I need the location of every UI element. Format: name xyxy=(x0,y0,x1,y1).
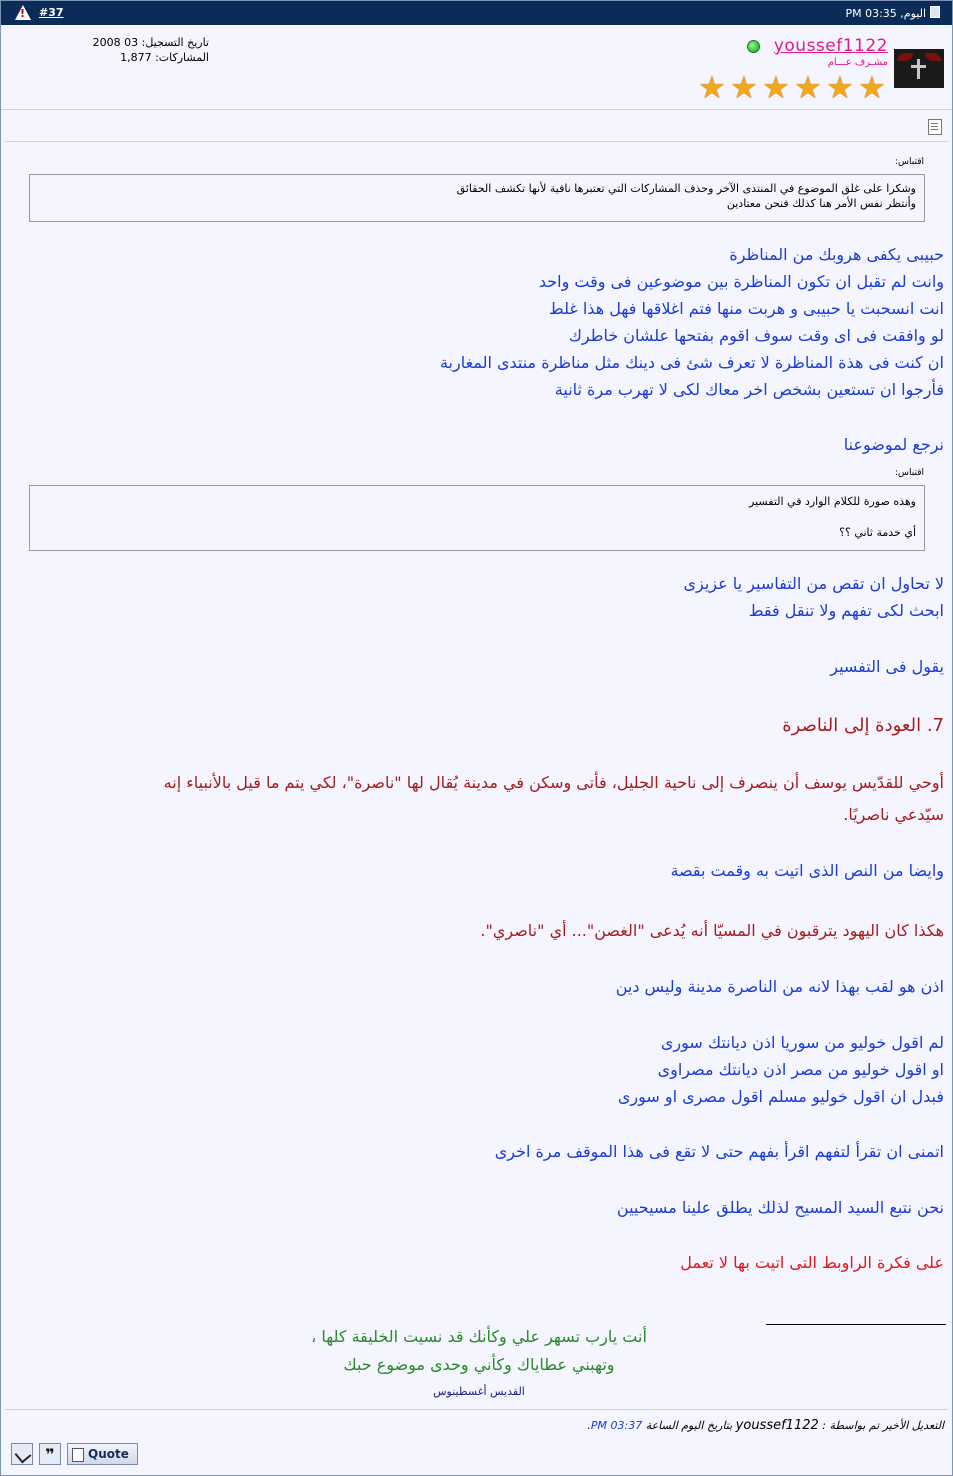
avatar-cross-bar xyxy=(911,65,926,68)
last-edit-note: التعديل الأخير تم بواسطة : youssef1122 بتاريخ اليوم الساعة 03:37 PM. xyxy=(587,1418,944,1433)
star-icon: ★ xyxy=(794,70,822,106)
registration-info xyxy=(9,35,209,65)
user-title: مشـرف عـــام xyxy=(827,57,888,68)
quote-line: وهذه صورة للكلام الوارد في التفسير xyxy=(749,495,916,508)
post-date-text: اليوم, 03:35 PM xyxy=(845,7,926,20)
reply-line: فبدل ان اقول خوليو مسلم اقول مصرى او سورى xyxy=(617,1087,944,1106)
message-icon xyxy=(928,119,942,135)
signature-author: القديس أغسطينوس xyxy=(433,1385,525,1398)
reply-line: او اقول خوليو من مصر اذن ديانتك مصراوى xyxy=(657,1060,944,1079)
quote-line: أي خدمة ثاني ؟؟ xyxy=(839,526,916,539)
reply-line: على فكرة الراوبط التى اتيت بها لا تعمل xyxy=(680,1253,944,1272)
avatar-wing-left xyxy=(897,53,913,61)
reply-line: ان كنت فى هذة المناظرة لا تعرف شئ فى دينك مثل مناظرة منتدى المغاربة xyxy=(439,353,944,372)
edit-user: youssef1122 xyxy=(735,1418,819,1433)
reply-line: لم اقول خوليو من سوريا اذن ديانتك سورى xyxy=(660,1033,944,1052)
quote-label: اقتباس: xyxy=(895,468,924,478)
post-count: المشاركات: 1,877 xyxy=(120,51,209,64)
quote-spacer xyxy=(38,509,916,525)
reply-line: اذن هو لقب بهذا لانه من الناصرة مدينة وليس دين xyxy=(615,977,944,996)
post-icon xyxy=(930,6,940,18)
reply-line: حبيبى يكفى هروبك من المناظرة xyxy=(729,245,944,264)
reply-line: يقول فى التفسير xyxy=(830,657,944,676)
quote-label: اقتباس: xyxy=(895,157,924,167)
star-icon: ★ xyxy=(730,70,758,106)
quote-button[interactable]: Quote xyxy=(67,1443,138,1465)
reply-line: انت انسحبت يا حبيبى و هربت منها فتم اغلاقها فهل هذا غلط xyxy=(548,299,944,318)
signature-line: وتهبني عطاياك وكأني وحدى موضوع حبك xyxy=(343,1355,615,1374)
reply-line: نرجع لموضوعنا xyxy=(843,435,944,454)
username-link[interactable]: youssef1122 xyxy=(773,36,888,56)
reply-line: فأرجوا ان تستعين بشخص اخر معاك لكى لا تهرب مرة ثانية xyxy=(554,380,944,399)
quote-line: وشكرا على غلق الموضوع في المنتدى الآخر وحذف المشاركات التي تعتبرها نافية لأنها تكشف الحقائق xyxy=(456,182,916,195)
signature-line: أنت يارب تسهر علي وكأنك قد نسيت الخليقة كلها ، xyxy=(311,1327,647,1346)
quote-box xyxy=(29,485,925,551)
post-date xyxy=(845,6,940,20)
reply-line: نحن نتبع السيد المسيح لذلك يطلق علينا مسيحيين xyxy=(616,1198,944,1217)
footer-divider xyxy=(5,1409,948,1410)
signature-divider xyxy=(766,1324,946,1325)
edit-post-button[interactable] xyxy=(11,1443,33,1465)
tafsir-quote-line: هكذا كان اليهود يترقبون في المسيّا أنه يُدعى "الغصن"... أي "ناصري". xyxy=(480,921,944,940)
multi-quote-button[interactable]: ❞ xyxy=(39,1443,61,1465)
avatar[interactable] xyxy=(894,49,944,88)
post-header-bar xyxy=(1,1,952,25)
join-date: تاريخ التسجيل: 03 2008 xyxy=(92,36,209,49)
avatar-wing-right xyxy=(925,53,941,61)
edit-time: 03:37 PM xyxy=(590,1419,643,1432)
user-info-panel xyxy=(1,25,952,110)
online-status-icon xyxy=(747,40,760,53)
tafsir-quote-line: سيّدعي ناصريًا. xyxy=(843,805,944,824)
avatar-cross xyxy=(917,59,920,79)
report-warning-icon[interactable] xyxy=(15,5,31,20)
section-heading: 7. العودة إلى الناصرة xyxy=(782,715,944,736)
post-number-link[interactable]: #37 xyxy=(39,6,64,19)
post-action-buttons xyxy=(11,1441,138,1467)
content-divider xyxy=(5,141,948,142)
reply-line: لو وافقت فى اى وقت سوف اقوم بفتحها علشان خاطرك xyxy=(568,326,944,345)
post-number xyxy=(39,6,64,19)
reply-line: وايضا من النص الذى اتيت به وقمت بقصة xyxy=(670,861,944,880)
star-icon: ★ xyxy=(762,70,790,106)
reply-line: وانت لم تقبل ان تكون المناظرة بين موضوعين فى وقت واحد xyxy=(538,272,944,291)
star-icon: ★ xyxy=(698,70,726,106)
reply-line: اتمنى ان تقرأ لتفهم اقرأ بفهم حتى لا تقع فى هذا الموقف مرة اخرى xyxy=(494,1142,944,1161)
user-rank-stars xyxy=(698,70,888,106)
quote-box xyxy=(29,174,925,222)
star-icon: ★ xyxy=(858,70,886,106)
reply-line: لا تحاول ان تقص من التفاسير يا عزيزى xyxy=(683,574,944,593)
tafsir-quote-line: أوحي للقدّيس يوسف أن ينصرف إلى ناحية الجليل، فأتى وسكن في مدينة يُقال لها "ناصرة"، لكي يتم ما قيل بالأنبياء إنه xyxy=(163,773,944,792)
star-icon: ★ xyxy=(826,70,854,106)
reply-line: ابحث لكى تفهم ولا تنقل فقط xyxy=(748,601,944,620)
quote-line: وأنتظر نفس الأمر هنا كذلك فنحن معتادين xyxy=(726,197,916,210)
